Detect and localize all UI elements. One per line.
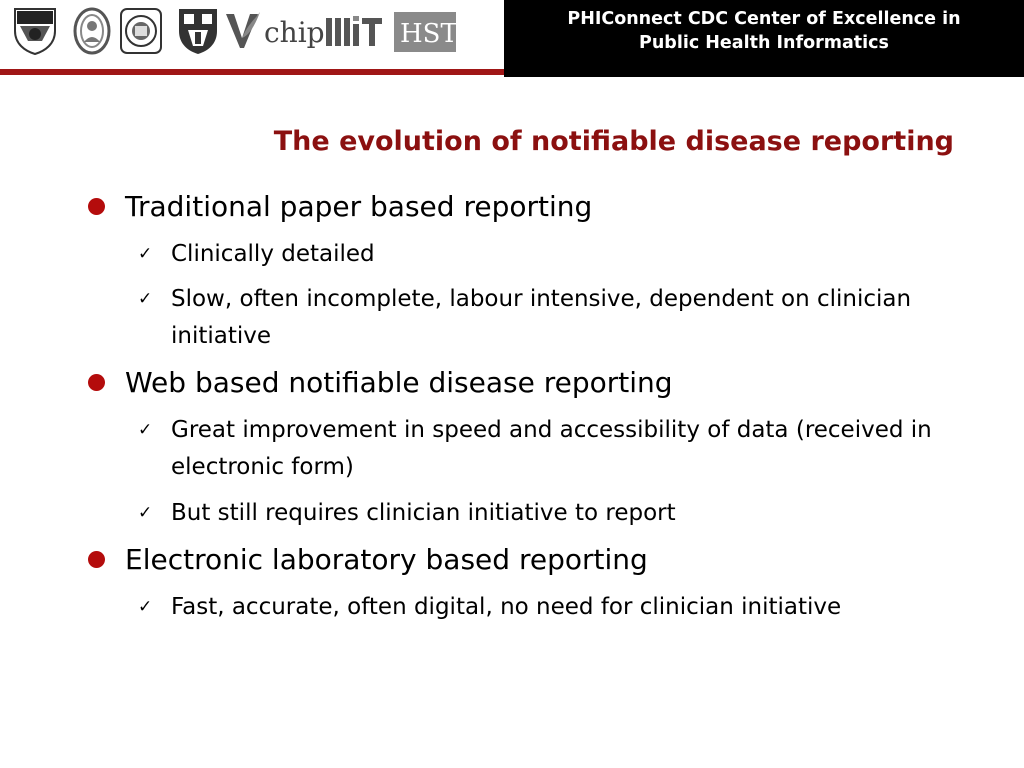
chip-logo-text: chip	[264, 16, 325, 49]
sub-bullet-text: Slow, often incomplete, labour intensive, dependent on clinician initiative	[171, 286, 912, 349]
mit-logo	[324, 6, 386, 56]
filled-circle-bullet-icon	[88, 374, 105, 391]
harvard-school-of-public-health-logo	[176, 6, 220, 56]
filled-circle-bullet-icon	[88, 198, 105, 215]
hst-logo-text: HST	[400, 19, 458, 49]
checkmark-icon: ✓	[138, 420, 153, 440]
harvard-pilgrim-logo	[72, 6, 112, 56]
checkmark-icon: ✓	[138, 597, 153, 617]
sub-bullet-text: But still requires clinician initiative to report	[171, 500, 676, 526]
header-red-rule	[0, 69, 504, 75]
bullet-text: Web based notifiable disease reporting	[125, 366, 673, 399]
sub-bullet-text: Great improvement in speed and accessibility of data (received in electronic form)	[171, 417, 932, 480]
checkmark-icon: ✓	[138, 503, 153, 523]
sub-bullet-text: Clinically detailed	[171, 241, 375, 267]
checkmark-icon: ✓	[138, 289, 153, 309]
header-title-line1: PHIConnect CDC Center of Excellence in	[567, 9, 961, 29]
header-title-box	[504, 0, 1024, 77]
logo-strip	[0, 0, 504, 72]
header-title-line2: Public Health Informatics	[639, 33, 889, 53]
veritas-leaf-logo	[222, 6, 262, 56]
chip-logo	[262, 6, 325, 56]
bullet-text: Traditional paper based reporting	[125, 190, 593, 223]
filled-circle-bullet-icon	[88, 551, 105, 568]
harvard-medical-school-logo	[12, 6, 58, 56]
hst-logo	[392, 6, 458, 56]
bullet-text: Electronic laboratory based reporting	[125, 543, 648, 576]
academic-seal-logo	[118, 6, 164, 56]
sub-bullet-text: Fast, accurate, often digital, no need for clinician initiative	[171, 594, 842, 620]
slide-title: The evolution of notifiable disease reporting	[273, 126, 954, 157]
checkmark-icon: ✓	[138, 244, 153, 264]
